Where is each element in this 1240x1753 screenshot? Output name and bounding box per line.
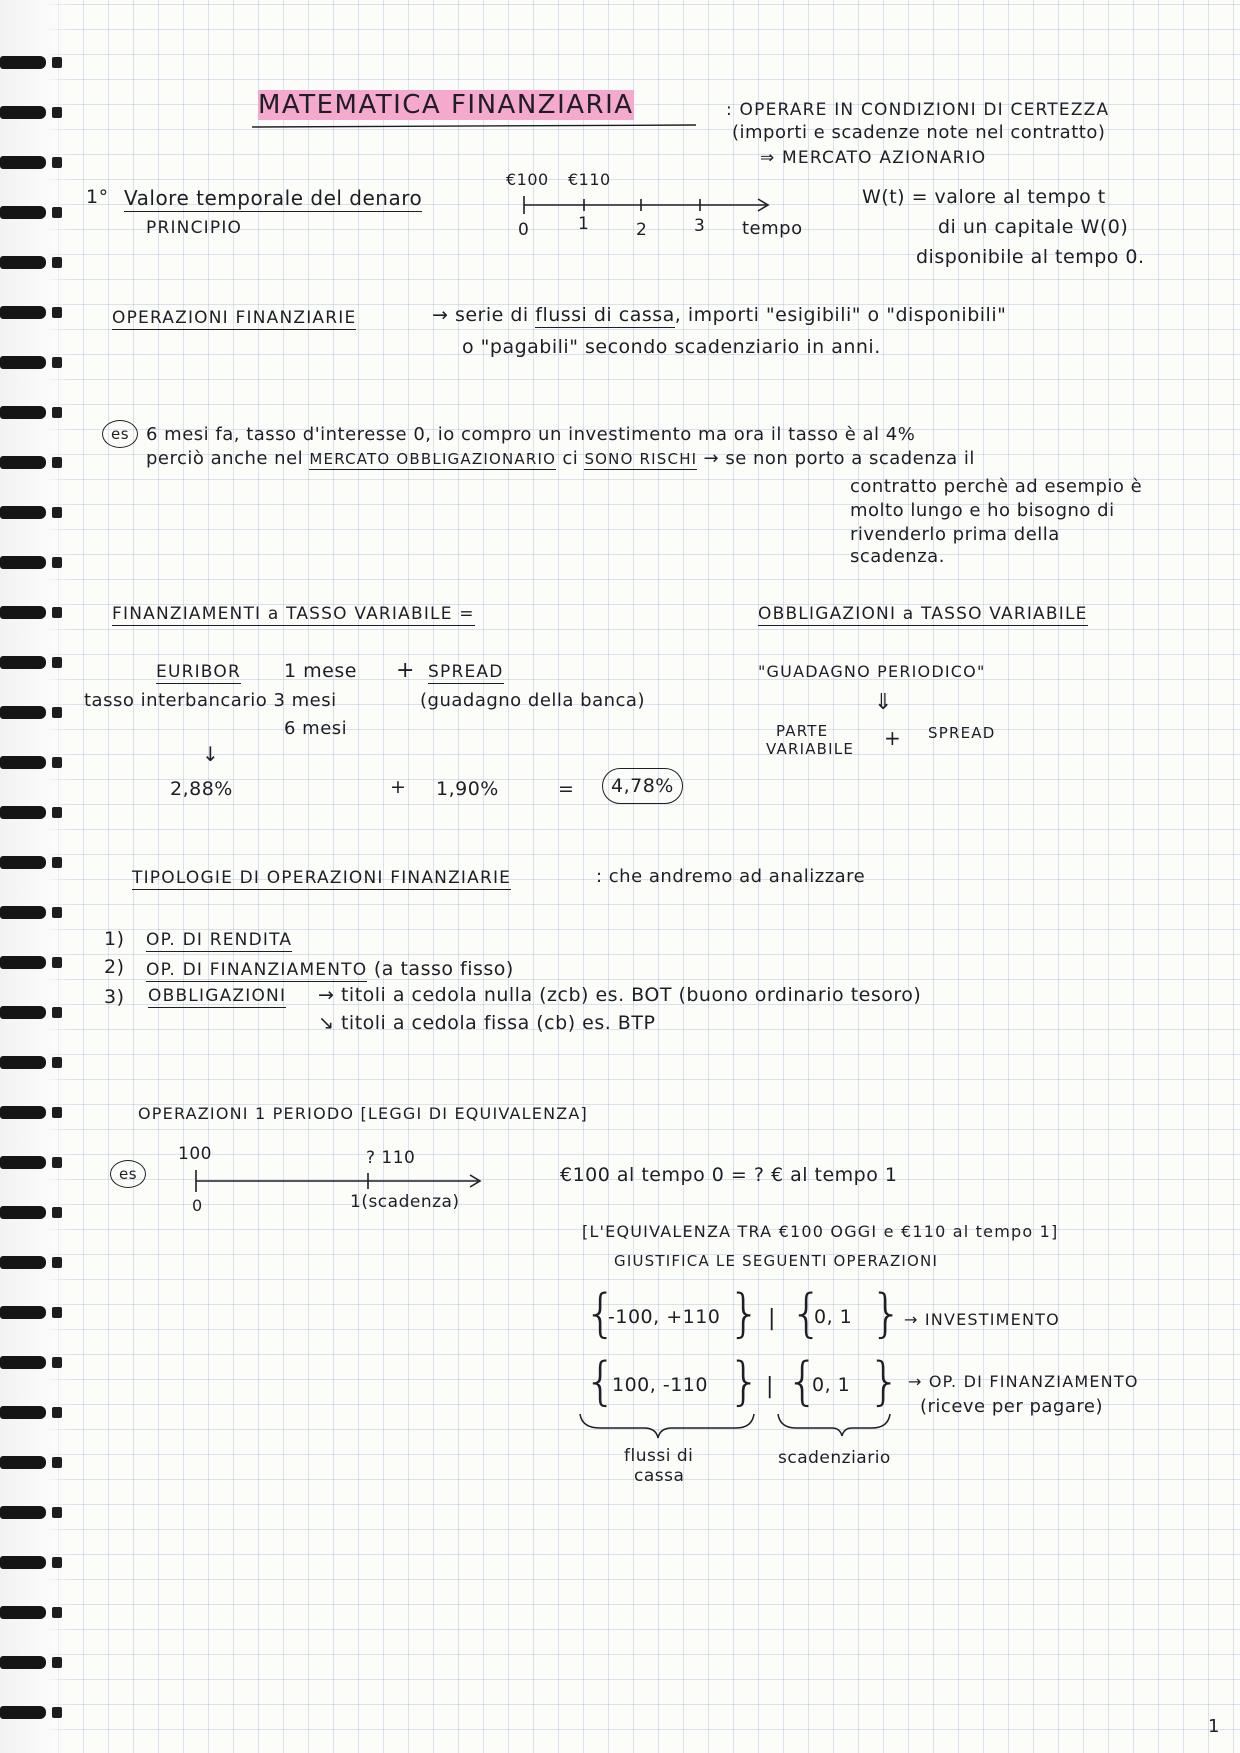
euribor-label: EURIBOR [156, 662, 241, 682]
periodo-example-marker: es [110, 1160, 146, 1188]
tipologie-item-1: OP. DI RENDITA [146, 930, 293, 950]
spread-label: SPREAD [428, 662, 504, 682]
op2-schedule: 0, 1 [812, 1374, 851, 1396]
periodo-tl-100: 100 [178, 1144, 212, 1164]
euribor-desc: tasso interbancario 3 mesi [84, 690, 337, 711]
flussi-label-2: cassa [634, 1466, 685, 1486]
euribor-6mesi: 6 mesi [284, 718, 348, 739]
op1-flows: -100, +110 [608, 1306, 721, 1328]
tipologie-item-3-num: 3) [104, 986, 125, 1008]
periodo-tl-1: 1(scadenza) [350, 1192, 460, 1212]
euribor-mese: 1 mese [284, 660, 357, 682]
obbligazioni-cb: ↘ titoli a cedola fissa (cb) es. BTP [318, 1012, 656, 1034]
op2-label: → OP. DI FINANZIAMENTO [908, 1372, 1139, 1391]
tipologie-item-1-num: 1) [104, 928, 125, 950]
periodo-bracket-line1: [L'EQUIVALENZA TRA €100 OGGI e €110 al tempo 1] [582, 1222, 1059, 1241]
tipologie-intro: : che andremo ad analizzare [596, 866, 866, 887]
finanziamenti-heading: FINANZIAMENTI a TASSO VARIABILE = [112, 604, 475, 624]
parte-variabile-2: VARIABILE [766, 740, 855, 758]
parte-variabile-1: PARTE [776, 722, 829, 740]
operazioni-line1: → serie di flussi di cassa, importi "esigibili" o "disponibili" [432, 304, 1007, 326]
page-title: MATEMATICA FINANZIARIA [258, 90, 634, 120]
value-plus: + [390, 776, 407, 798]
example-marker: es [102, 420, 138, 448]
example1-cont4: scadenza. [850, 546, 945, 567]
periodo-eq-line: €100 al tempo 0 = ? € al tempo 1 [560, 1164, 898, 1186]
euribor-plus: + [396, 658, 415, 683]
op2-sched-open: { [786, 1352, 820, 1412]
timeline-tick-2: 2 [636, 220, 648, 240]
op2-flows: 100, -110 [612, 1374, 708, 1396]
header-note-line1: : OPERARE IN CONDIZIONI DI CERTEZZA [726, 100, 1110, 120]
section1-sub: PRINCIPIO [146, 218, 243, 238]
example1-cont1: contratto perchè ad esempio è [850, 476, 1143, 497]
header-note-line3: ⇒ MERCATO AZIONARIO [760, 148, 987, 168]
op2-brace-close: } [728, 1352, 762, 1412]
op1-separator: | [768, 1306, 776, 1331]
op1-schedule: 0, 1 [814, 1306, 853, 1328]
timeline-tick-1: 1 [578, 214, 590, 234]
obbligazioni-zcb: → titoli a cedola nulla (zcb) es. BOT (buono ordinario tesoro) [318, 984, 922, 1006]
spread-desc: (guadagno della banca) [420, 690, 645, 711]
timeline-axis-label: tempo [742, 218, 803, 239]
flussi-label-1: flussi di [624, 1446, 694, 1466]
timeline-tick-3: 3 [694, 216, 706, 236]
section1-def-line2: di un capitale W(0) [938, 216, 1129, 238]
op2-sched-close: } [868, 1352, 902, 1412]
timeline-label-100: €100 [506, 170, 549, 189]
tipologie-heading: TIPOLOGIE DI OPERAZIONI FINANZIARIE [132, 868, 512, 888]
header-note-line2: (importi e scadenze note nel contratto) [732, 122, 1106, 143]
euribor-arrow: ↓ [202, 742, 220, 766]
example1-line1: 6 mesi fa, tasso d'interesse 0, io compro un investimento ma ora il tasso è al 4% [146, 424, 916, 445]
value-spread: 1,90% [436, 778, 499, 800]
guadagno-periodico: "GUADAGNO PERIODICO" [758, 662, 986, 681]
example1-cont2: molto lungo e ho bisogno di [850, 500, 1115, 521]
tipologie-item-3: OBBLIGAZIONI [148, 986, 287, 1006]
op2-separator: | [766, 1374, 774, 1399]
section1-def-line1: W(t) = valore al tempo t [862, 186, 1106, 208]
op2-brace-open: { [584, 1352, 618, 1412]
operazioni-line2: o "pagabili" secondo scadenziario in anni. [462, 336, 881, 358]
tipologie-item-2-num: 2) [104, 956, 125, 978]
periodo-bracket-line2: GIUSTIFICA LE SEGUENTI OPERAZIONI [614, 1252, 939, 1270]
notebook-page: MATEMATICA FINANZIARIA : OPERARE IN CONDIZIONI DI CERTEZZA (importi e scadenze note nel contratto) ⇒ MERCATO AZIONARIO 1° Valore temporale del denaro PRINCIPIO €100 €110 0 1 2 3 tempo W(t) = valore al tempo t di un capitale W(0) disponibile al tempo 0. OPERAZIONI FINANZIARIE → serie di flussi di cassa, importi "esigibili" o "disponibili" o "pagabili" secondo scadenziario in anni. es 6 mesi fa, tasso d'interesse 0, io compro un investimento ma ora il tasso è al 4% perciò anche nel MERCATO OBBLIGAZIONARIO ci SONO RISCHI → se non porto a scadenza il contratto perchè ad esempio è molto lungo e ho bisogno di rivenderlo prima della scadenza. FINANZIAMENTI a TASSO VARIABILE = EURIBOR 1 mese + SPREAD tasso interbancario 3 mesi 6 mesi (guadagno della banca) ↓ 2,88% + 1,90% = 4,78% OBBLIGAZIONI a TASSO VARIABILE "GUADAGNO PERIODICO" ⇓ PARTE VARIABILE + SPREAD TIPOLOGIE DI OPERAZIONI FINANZIARIE : che andremo ad analizzare 1) OP. DI RENDITA 2) OP. DI FINANZIAMENTO (a tasso fisso) 3) OBBLIGAZIONI → titoli a cedola nulla (zcb) es. BOT (buono ordinario tesoro) ↘ titoli a cedola fissa (cb) es. BTP OPERAZIONI 1 PERIODO [LEGGI DI EQUIVALENZA] es 100 ? 110 0 1(scadenza) €100 al tempo 0 = ? € al tempo 1 [L'EQUIVALENZA TRA €100 OGGI e €110 al tempo 1] GIUSTIFICA LE SEGUENTI OPERAZIONI { -100, +110 } | { 0, 1 } → INVESTIMENTO { 100, -110 } | { 0, 1 } → OP. DI FINANZIAMENTO (riceve per pagare) flussi di cassa scadenziario 1 [0, 0, 1240, 1753]
periodo-tl-110: ? 110 [366, 1148, 416, 1168]
example1-line2: perciò anche nel MERCATO OBBLIGAZIONARIO ci SONO RISCHI → se non porto a scadenza il [146, 448, 975, 469]
value-equals: = [558, 778, 575, 800]
section1-number: 1° [86, 186, 109, 208]
op2-sub: (riceve per pagare) [920, 1396, 1103, 1417]
timeline-label-110: €110 [568, 170, 611, 189]
op1-brace-open: { [584, 1284, 618, 1344]
operazioni-heading: OPERAZIONI FINANZIARIE [112, 308, 357, 328]
periodo-tl-0: 0 [192, 1196, 203, 1215]
op1-sched-open: { [790, 1284, 824, 1344]
obbligazioni-var-heading: OBBLIGAZIONI a TASSO VARIABILE [758, 604, 1088, 624]
page-number: 1 [1208, 1716, 1220, 1737]
timeline-tick-0: 0 [518, 220, 530, 240]
obb-plus: + [884, 726, 902, 750]
value-result: 4,78% [602, 768, 683, 804]
value-euribor: 2,88% [170, 778, 233, 800]
op1-brace-close: } [728, 1284, 762, 1344]
op1-label: → INVESTIMENTO [904, 1310, 1060, 1329]
tipologie-item-2: OP. DI FINANZIAMENTO [146, 960, 368, 980]
obb-spread: SPREAD [928, 724, 996, 742]
op1-sched-close: } [870, 1284, 904, 1344]
section1-heading: Valore temporale del denaro [124, 186, 423, 210]
guadagno-arrow: ⇓ [874, 690, 893, 715]
example1-cont3: rivenderlo prima della [850, 524, 1060, 545]
periodo-heading: OPERAZIONI 1 PERIODO [LEGGI DI EQUIVALENZA] [138, 1104, 588, 1123]
scadenziario-label: scadenziario [778, 1448, 891, 1468]
section1-def-line3: disponibile al tempo 0. [916, 246, 1145, 268]
